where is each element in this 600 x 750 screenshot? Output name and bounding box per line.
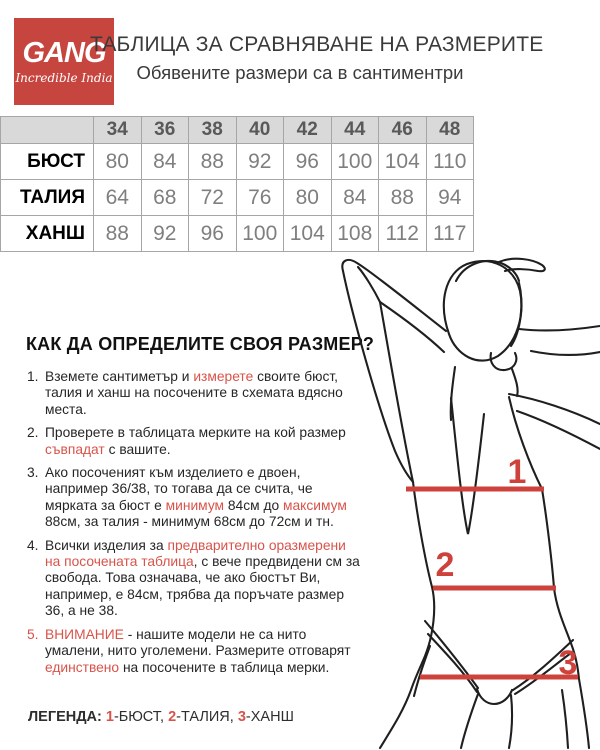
figure-head [444, 261, 522, 361]
step-number: 3. [27, 465, 39, 481]
steps-list [27, 369, 361, 683]
measurement-row [1, 216, 474, 252]
figure-strap-v [451, 398, 484, 534]
size-col-header: 46 [379, 117, 427, 144]
figure-left-arm [342, 260, 446, 331]
measurement-value: 94 [426, 180, 474, 216]
measurement-value: 117 [426, 216, 474, 252]
text-segment: минимум [165, 497, 225, 513]
text-segment: измерете [193, 369, 254, 384]
text-segment: единствено [45, 659, 120, 675]
text-segment: своите бюст, талия и ханш на посочените в схемата вдясно места. [45, 369, 343, 417]
step-number: 4. [27, 537, 39, 553]
measurement-value: 84 [141, 144, 189, 180]
step-number: 5. [27, 626, 39, 642]
measurement-row-label: ТАЛИЯ [1, 180, 94, 216]
bust-line-label: 1 [507, 453, 527, 491]
measurement-value: 92 [141, 216, 189, 252]
measurement-value: 112 [379, 216, 427, 252]
guide-step [27, 538, 361, 620]
measurement-value: 104 [379, 144, 427, 180]
size-col-header: 38 [189, 117, 237, 144]
measurement-value: 68 [141, 180, 189, 216]
step-text [45, 369, 361, 418]
text-segment: 2 [168, 709, 177, 725]
size-col-header: 44 [331, 117, 379, 144]
size-col-header: 40 [236, 117, 284, 144]
text-segment: на посочените в таблица мерки. [119, 659, 330, 675]
measurement-value: 110 [426, 144, 474, 180]
text-segment: ВНИМАНИЕ [45, 626, 124, 642]
brand-name: GANG [22, 37, 106, 69]
figure-torso-left [380, 482, 434, 748]
size-col-header: 36 [141, 117, 189, 144]
hips-line-label: 3 [558, 644, 578, 682]
measurement-value: 76 [236, 180, 284, 216]
brand-tagline: Incredible India [15, 71, 113, 85]
measurement-value: 64 [94, 180, 142, 216]
waist-line-label: 2 [435, 546, 455, 584]
size-table-body [1, 144, 474, 252]
text-segment: , с вече предвидени см за свобода. Това означава, че ако бюстът Ви, например, е 84см, трябва да поръчате размер 36, а не 38. [45, 554, 360, 619]
measurement-row-label: ХАНШ [1, 216, 94, 252]
page-header [90, 33, 544, 84]
guide-step [27, 465, 361, 531]
text-segment: 3 [237, 709, 246, 725]
size-col-header: 42 [284, 117, 332, 144]
size-comparison-table [0, 116, 474, 252]
step-text [45, 627, 361, 676]
text-segment: с вашите. [104, 441, 171, 457]
measurement-row [1, 180, 474, 216]
measurement-row [1, 144, 474, 180]
page-subtitle: Обявените размери са в сантиментри [136, 62, 464, 83]
table-corner-cell [1, 117, 94, 144]
text-segment: 88см, за талия - минимум 68см до 72см и тн. [45, 514, 334, 530]
text-segment: Проверете в таблицата мерките на кой размер [45, 425, 346, 441]
measurement-value: 84 [331, 180, 379, 216]
step-text [45, 465, 361, 531]
size-header-row [1, 117, 474, 144]
text-segment: ЛЕГЕНДА: [28, 709, 106, 725]
measurement-value: 104 [284, 216, 332, 252]
measurement-value: 72 [189, 180, 237, 216]
step-number: 1. [27, 369, 39, 384]
page-title: ТАБЛИЦА ЗА СРАВНЯВАНЕ НА РАЗМЕРИТЕ [90, 33, 544, 56]
measurement-value: 96 [284, 144, 332, 180]
text-segment: предварително оразмерени на посочената таблица [45, 537, 346, 570]
text-segment: -БЮСТ, [113, 709, 169, 725]
measurement-value: 80 [284, 180, 332, 216]
size-table-head [1, 117, 474, 144]
text-segment: -ТАЛИЯ, [176, 709, 238, 725]
measurement-figure-illustration [330, 250, 600, 750]
text-segment: съвпадат [45, 441, 105, 457]
measurement-value: 96 [189, 216, 237, 252]
measurement-value: 92 [236, 144, 284, 180]
guide-step [27, 369, 361, 418]
size-col-header: 48 [426, 117, 474, 144]
measurement-value: 88 [94, 216, 142, 252]
text-segment: -ХАНШ [245, 709, 294, 725]
measurement-value: 88 [189, 144, 237, 180]
measurement-row-label: БЮСТ [1, 144, 94, 180]
text-segment: 1 [105, 709, 114, 725]
text-segment: Всички изделия за [45, 537, 168, 553]
measurement-value: 108 [331, 216, 379, 252]
measurement-value: 88 [379, 180, 427, 216]
guide-heading: КАК ДА ОПРЕДЕЛИТЕ СВОЯ РАЗМЕР? [26, 334, 375, 354]
step-number: 2. [27, 425, 39, 441]
text-segment: 84см до [224, 497, 284, 513]
guide-step [27, 425, 361, 458]
text-segment: максимум [283, 497, 347, 513]
guide-step [27, 627, 361, 676]
figure-right-arm [519, 326, 600, 330]
text-segment: Ако посоченият към изделието е двоен, например 36/38, то тогава да се счита, че мярката за бюст е [45, 465, 313, 513]
step-text [45, 538, 361, 620]
measurement-value: 80 [94, 144, 142, 180]
measurement-value: 100 [236, 216, 284, 252]
text-segment: - нашите модели не са нито умалени, нито уголемени. Размерите отговарят [45, 626, 351, 659]
text-segment: Вземете сантиметър и [45, 369, 194, 384]
legend [28, 709, 294, 725]
measurement-value: 100 [331, 144, 379, 180]
size-col-header: 34 [94, 117, 142, 144]
step-text [45, 425, 361, 458]
